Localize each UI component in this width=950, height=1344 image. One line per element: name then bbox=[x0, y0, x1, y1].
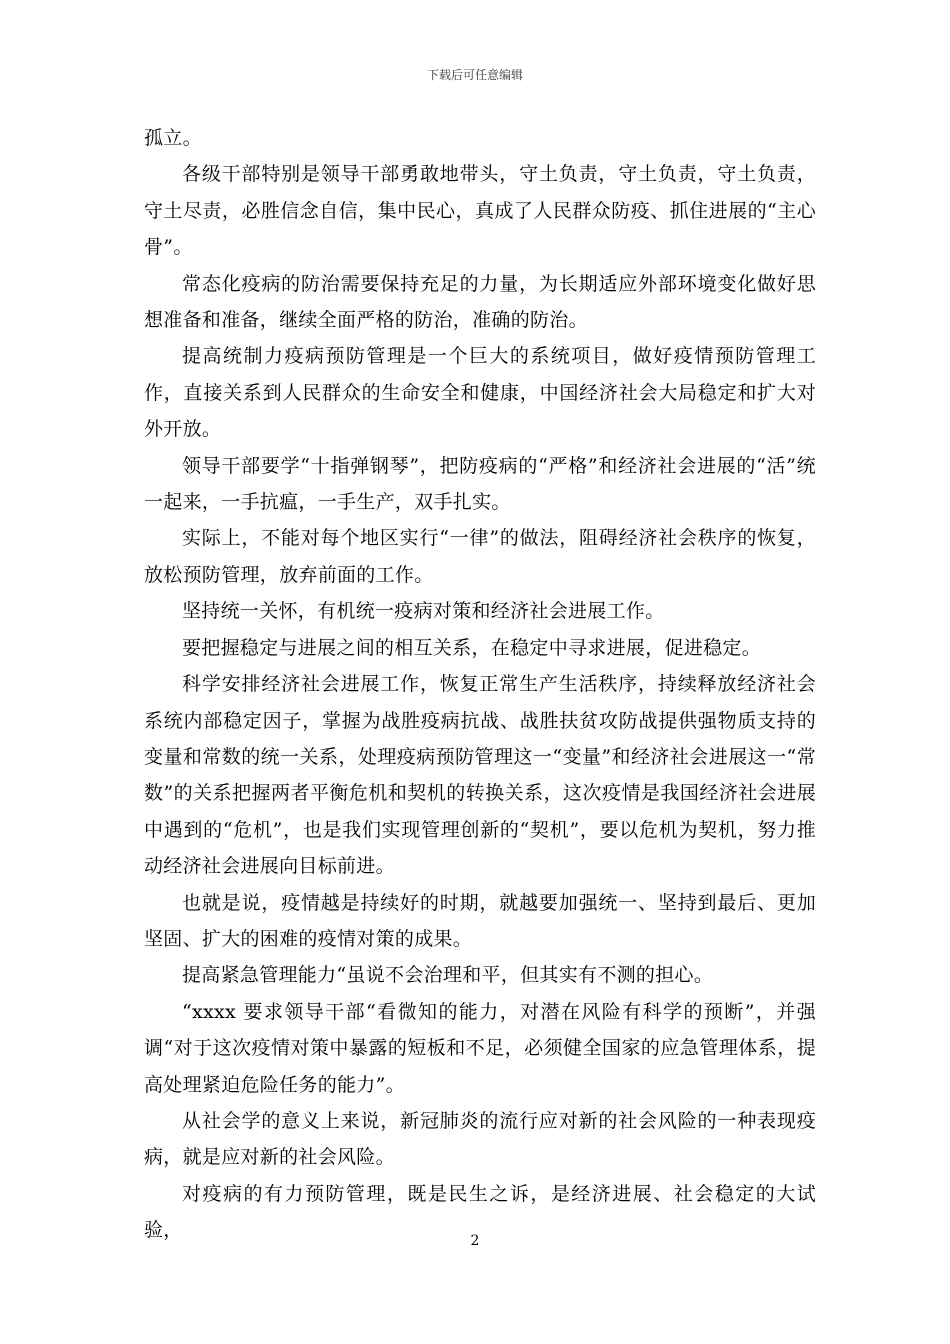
paragraph: “xxxx 要求领导干部“看微知的能力，对潜在风险有科学的预断”，并强调“对于这次疫情对策中暴露的短板和不足，必须健全国家的应急管理体系，提高处理紧迫危险任务的能力”。 bbox=[144, 1000, 816, 1096]
paragraph: 实际上，不能对每个地区实行“一律”的做法，阻碍经济社会秩序的恢复，放松预防管理，放弃前面的工作。 bbox=[144, 527, 816, 586]
paragraph: 提高紧急管理能力“虽说不会治理和平，但其实有不测的担心。 bbox=[182, 964, 714, 987]
paragraph: 坚持统一关怀，有机统一疫病对策和经济社会进展工作。 bbox=[182, 600, 665, 623]
paragraph: 也就是说，疫情越是持续好的时期，就越要加强统一、坚持到最后、更加坚固、扩大的困难的疫情对策的成果。 bbox=[144, 891, 816, 950]
paragraph: 从社会学的意义上来说，新冠肺炎的流行应对新的社会风险的一种表现疫病，就是应对新的社会风险。 bbox=[144, 1109, 816, 1169]
paragraph: 对疫病的有力预防管理，既是民生之诉，是经济进展、社会稳定的大试验， bbox=[144, 1182, 816, 1242]
document-body bbox=[144, 120, 816, 1249]
paragraph: 科学安排经济社会进展工作，恢复正常生产生活秩序，持续释放经济社会系统内部稳定因子，掌握为战胜疫病抗战、战胜扶贫攻防战提供强物质支持的变量和常数的统一关系，处理疫病预防管理这一“变量”和经济社会进展这一“常数”的关系把握两者平衡危机和契机的转换关系，这次疫情是我国经济社会进展中遇到的“危机”，也是我们实现管理创新的“契机”，要以危机为契机，努力推动经济社会进展向目标前进。 bbox=[144, 673, 816, 878]
paragraph: 孤立。 bbox=[144, 127, 202, 149]
paragraph: 领导干部要学“十指弹钢琴”，把防疫病的“严格”和经济社会进展的“活”统一起来，一手抗瘟，一手生产，双手扎实。 bbox=[144, 454, 816, 514]
page-number: 2 bbox=[470, 1233, 480, 1249]
paragraph: 提高统制力疫病预防管理是一个巨大的系统项目，做好疫情预防管理工作，直接关系到人民群众的生命安全和健康，中国经济社会大局稳定和扩大对外开放。 bbox=[144, 345, 816, 441]
page-header: 下载后可任意编辑 bbox=[426, 68, 523, 82]
paragraph: 各级干部特别是领导干部勇敢地带头，守土负责，守土负责，守土负责，守土尽责，必胜信念自信，集中民心，真成了人民群众防疫、抓住进展的“主心骨”。 bbox=[144, 163, 816, 259]
paragraph: 常态化疫病的防治需要保持充足的力量，为长期适应外部环境变化做好思想准备和准备，继续全面严格的防治，准确的防治。 bbox=[144, 272, 816, 332]
paragraph: 要把握稳定与进展之间的相互关系，在稳定中寻求进展，促进稳定。 bbox=[182, 636, 762, 659]
